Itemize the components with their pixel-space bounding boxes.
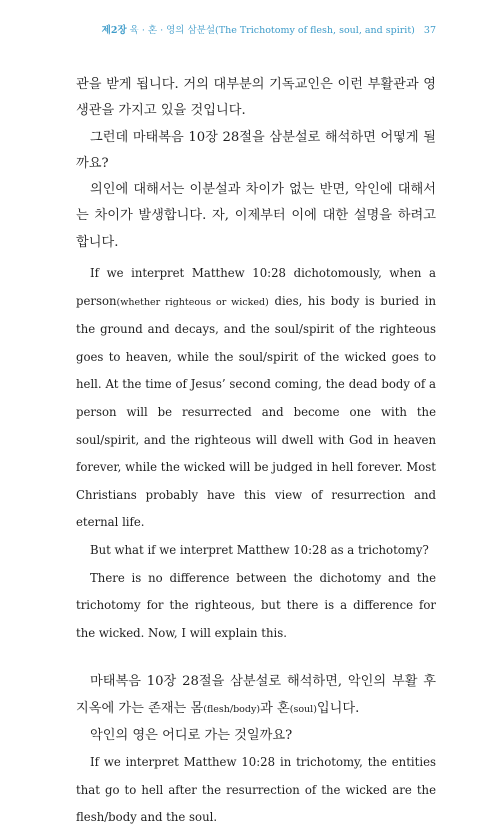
paragraph-ko-1: 관을 받게 됩니다. 거의 대부분의 기독교인은 이런 부활관과 영생관을 가지고 있을 것입니다. bbox=[76, 77, 436, 119]
paragraph-ko-4-aside-b: (soul) bbox=[289, 703, 317, 715]
paragraph-en-1-aside: (whether righteous or wicked) bbox=[116, 296, 269, 308]
paragraph-ko-4-part-b: 과 혼 bbox=[260, 700, 290, 716]
paragraph-en-1-part-b: dies, his body is buried in the ground and decays, and the soul/spirit of the righteous goes to heaven, while the soul/spirit of the wicked goes to hell. At the time of Jesus’ second coming, the dead body of a person will be resurrected and become one with the soul/spirit, and the righteous will dwell with God in heaven forever, while the wicked will be judged in hell forever. Most Christians probably have this view of resurrection and eternal life. bbox=[76, 293, 436, 530]
paragraph-ko-4-part-a: 마태복음 10장 28절을 삼분설로 해석하면, 악인의 부활 후 지옥에 가는 존재는 몸 bbox=[76, 674, 436, 716]
running-header bbox=[102, 22, 436, 36]
section-gap bbox=[76, 647, 436, 669]
page-body bbox=[76, 72, 436, 832]
paragraph-en-1 bbox=[76, 260, 436, 537]
paragraph-en-4: If we interpret Matthew 10:28 in trichotomy, the entities that go to hell after the resurrection of the wicked are the flesh/body and the soul. bbox=[76, 755, 436, 825]
paragraph-ko-2: 그런데 마태복음 10장 28절을 삼분설로 해석하면 어떻게 될까요? bbox=[76, 129, 436, 171]
paragraph-ko-5: 악인의 영은 어디로 가는 것일까요? bbox=[90, 727, 293, 743]
chapter-title: 육 · 혼 · 영의 삼분설(The Trichotomy of flesh, soul, and spirit) bbox=[129, 25, 415, 36]
paragraph-ko-4-aside-a: (flesh/body) bbox=[203, 703, 261, 715]
paragraph-ko-4-part-c: 입니다. bbox=[316, 700, 360, 716]
page-number: 37 bbox=[423, 25, 436, 36]
paragraph-en-3: There is no difference between the dichotomy and the trichotomy for the righteous, but there is a difference for the wicked. Now, I will explain this. bbox=[76, 570, 436, 640]
paragraph-ko-3: 의인에 대해서는 이분설과 차이가 없는 반면, 악인에 대해서는 차이가 발생합니다. 자, 이제부터 이에 대한 설명을 하려고 합니다. bbox=[76, 182, 436, 250]
paragraph-ko-4 bbox=[76, 669, 436, 723]
paragraph-en-1-part-a: If we interpret Matthew 10:28 dichotomously, when a person bbox=[76, 266, 436, 308]
paragraph-en-2: But what if we interpret Matthew 10:28 as a trichotomy? bbox=[90, 543, 429, 558]
chapter-label: 제2장 bbox=[101, 25, 127, 36]
